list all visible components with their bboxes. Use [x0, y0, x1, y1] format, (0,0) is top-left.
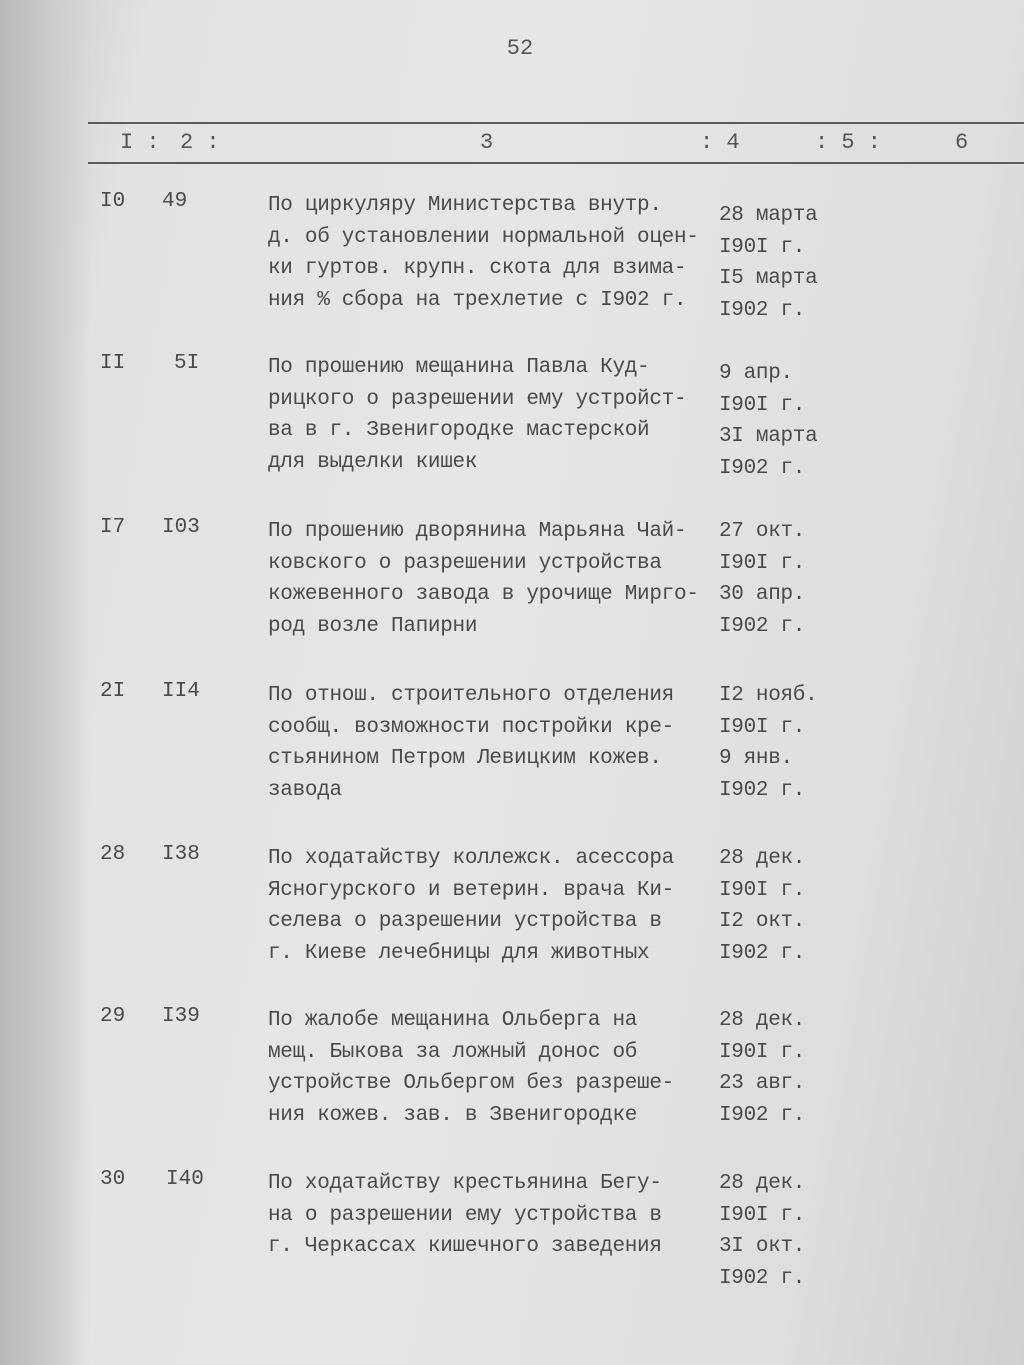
date-line: 28 дек.: [719, 1172, 806, 1195]
date-line: I902 г.: [719, 456, 806, 480]
entry-number: 2I: [100, 680, 126, 703]
entry-description: [268, 516, 718, 642]
description-line: ки гуртов. крупн. скота для взима-: [268, 257, 687, 280]
description-line: Ясногурского и ветерин. врача Ки-: [268, 878, 674, 902]
description-line: ковского о разрешении устройства: [268, 551, 662, 575]
entry-description: [268, 190, 718, 316]
description-line: По прошению дворянина Марьяна Чай-: [268, 520, 687, 543]
date-line: I902 г.: [719, 614, 806, 638]
entry-number: 28: [100, 843, 126, 866]
document-number: I39: [162, 1005, 200, 1028]
entry-description: [268, 352, 718, 478]
date-line: 27 окт.: [719, 520, 806, 543]
entry-dates: [719, 843, 839, 969]
date-line: I902 г.: [719, 1266, 806, 1290]
description-line: род возле Папирни: [268, 614, 478, 638]
date-line: I902 г.: [719, 941, 806, 965]
date-line: 30 апр.: [719, 583, 806, 606]
date-line: I90I г.: [719, 1040, 806, 1064]
entry-dates: [719, 516, 839, 642]
page-number: 52: [506, 36, 534, 61]
date-line: 28 марта: [719, 204, 818, 227]
description-line: По циркуляру Министерства внутр.: [268, 194, 662, 217]
document-number: II4: [162, 680, 200, 703]
header-col-5: : 5 :: [815, 130, 882, 155]
description-line: рицкого о разрешении ему устройст-: [268, 387, 687, 411]
entry-number: I7: [100, 516, 126, 539]
description-line: устройстве Ольбергом без разреше-: [268, 1072, 674, 1095]
date-line: I902 г.: [719, 1103, 806, 1127]
description-line: д. об установлении нормальной оцен-: [268, 225, 699, 249]
description-line: По жалобе мещанина Ольберга на: [268, 1009, 638, 1032]
entry-description: [268, 680, 718, 806]
date-line: I902 г.: [719, 298, 806, 322]
entry-dates: [719, 200, 839, 326]
date-line: I90I г.: [719, 878, 806, 902]
date-line: I90I г.: [719, 1203, 806, 1227]
header-col-2: 2 :: [180, 130, 220, 155]
date-line: 28 дек.: [719, 847, 806, 870]
date-line: 28 дек.: [719, 1009, 806, 1032]
entry-number: II: [100, 352, 126, 375]
header-col-1: I :: [120, 130, 160, 155]
binding-margin: [0, 0, 90, 1365]
entry-dates: [719, 1168, 839, 1294]
description-line: По ходатайству коллежск. асессора: [268, 847, 674, 870]
description-line: кожевенного завода в урочище Мирго-: [268, 583, 699, 606]
header-rule-bottom: [88, 162, 1024, 164]
description-line: селева о разрешении устройства в: [268, 910, 662, 933]
document-number: I38: [162, 843, 200, 866]
description-line: ва в г. Звенигородке мастерской: [268, 419, 650, 442]
header-rule-top: [88, 122, 1024, 124]
document-number: I03: [162, 516, 200, 539]
description-line: стьянином Петром Левицким кожев.: [268, 747, 662, 770]
date-line: I90I г.: [719, 393, 806, 417]
entry-number: I0: [100, 190, 126, 213]
entry-dates: [719, 680, 839, 806]
description-line: По ходатайству крестьянина Бегу-: [268, 1172, 662, 1195]
date-line: I902 г.: [719, 778, 806, 802]
description-line: г. Киеве лечебницы для животных: [268, 941, 650, 965]
description-line: на о разрешении ему устройства в: [268, 1203, 662, 1227]
header-col-4: : 4: [700, 130, 740, 155]
entry-description: [268, 1005, 718, 1131]
description-line: По прошению мещанина Павла Куд-: [268, 356, 650, 379]
entry-dates: [719, 1005, 839, 1131]
date-line: 3I окт.: [719, 1235, 806, 1258]
entry-description: [268, 843, 718, 969]
description-line: ния % сбора на трехлетие с I902 г.: [268, 288, 687, 312]
description-line: мещ. Быкова за ложный донос об: [268, 1040, 638, 1064]
date-line: I90I г.: [719, 235, 806, 259]
description-line: для выделки кишек: [268, 450, 478, 474]
date-line: I5 марта: [719, 267, 818, 290]
description-line: завода: [268, 778, 342, 802]
entry-description: [268, 1168, 718, 1263]
date-line: 9 янв.: [719, 747, 793, 770]
date-line: 3I марта: [719, 425, 818, 448]
entry-number: 29: [100, 1005, 126, 1028]
date-line: I90I г.: [719, 715, 806, 739]
description-line: г. Черкассах кишечного заведения: [268, 1235, 662, 1258]
entry-dates: [719, 358, 839, 484]
description-line: сообщ. возможности постройки кре-: [268, 715, 674, 739]
date-line: I2 окт.: [719, 910, 806, 933]
header-col-3: 3: [480, 130, 494, 155]
date-line: I90I г.: [719, 551, 806, 575]
document-number: 5I: [174, 352, 200, 375]
description-line: ния кожев. зав. в Звенигородке: [268, 1103, 638, 1127]
entry-number: 30: [100, 1168, 126, 1191]
document-number: I40: [166, 1168, 204, 1191]
document-number: 49: [162, 190, 188, 213]
date-line: I2 нояб.: [719, 684, 818, 707]
date-line: 23 авг.: [719, 1072, 806, 1095]
date-line: 9 апр.: [719, 362, 793, 385]
description-line: По отнош. строительного отделения: [268, 684, 674, 707]
header-col-6: 6: [955, 130, 969, 155]
